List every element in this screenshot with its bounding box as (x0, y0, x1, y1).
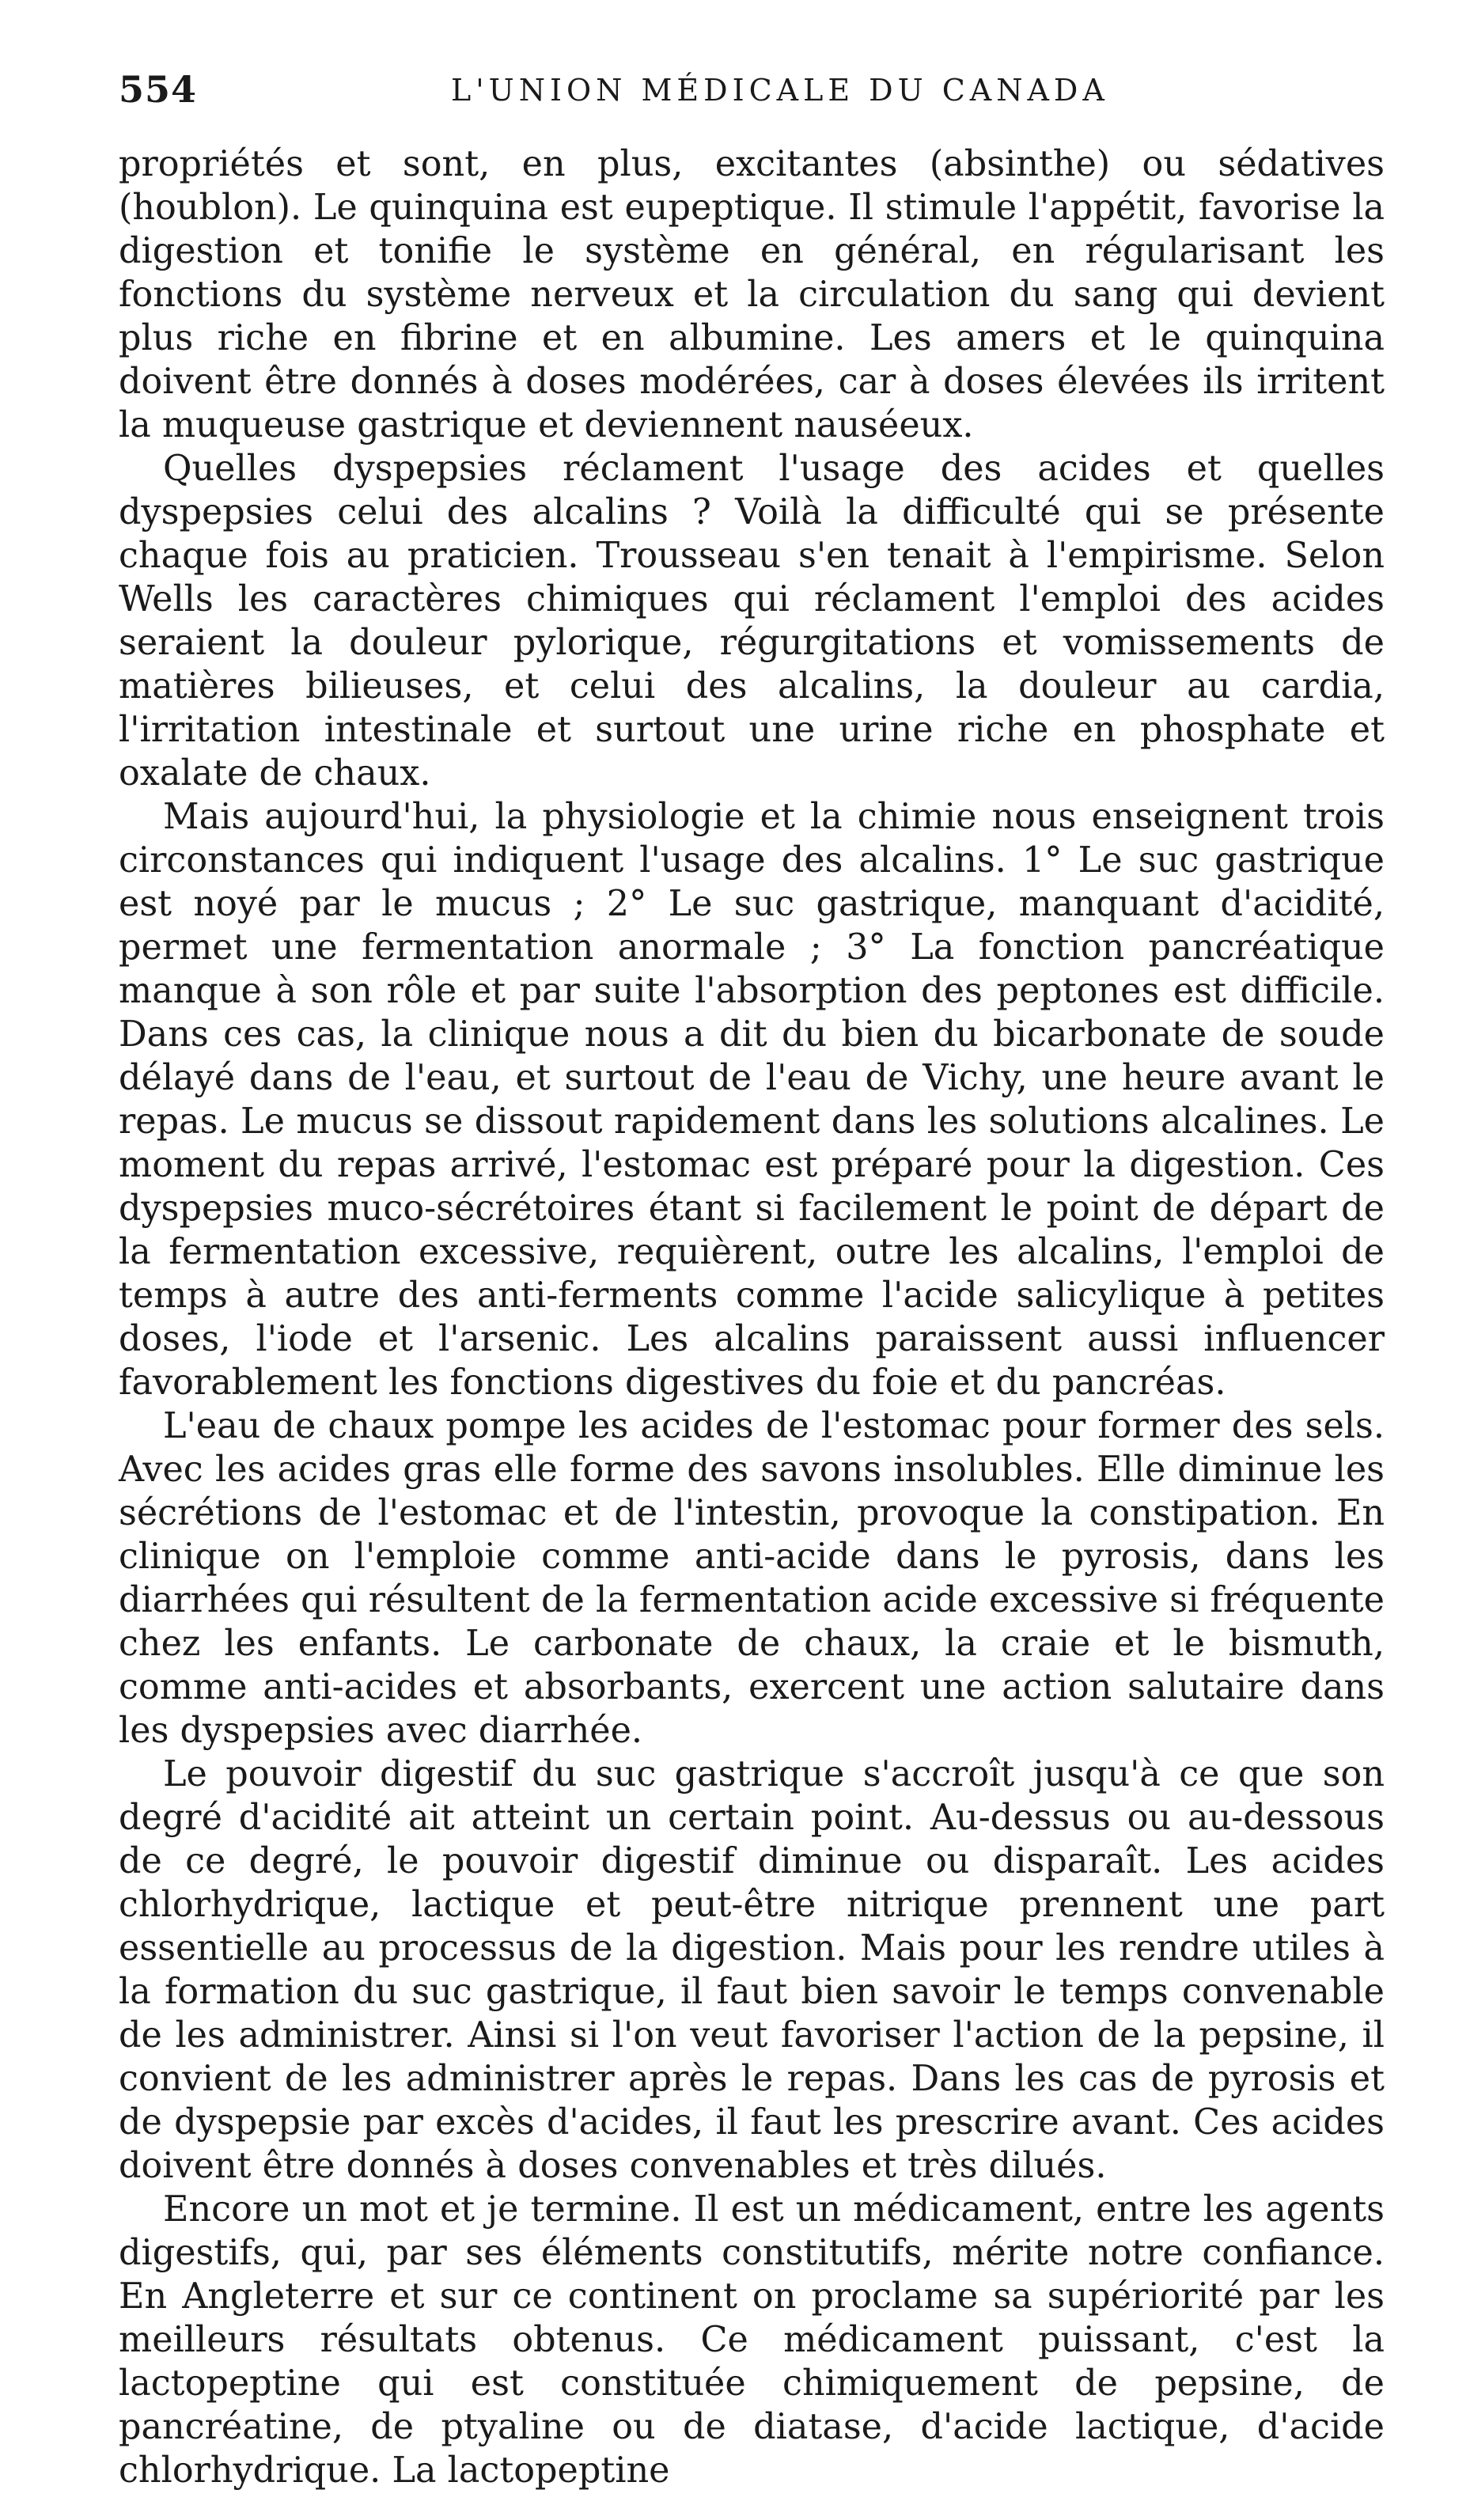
page-number: 554 (119, 68, 198, 111)
paragraph: Encore un mot et je termine. Il est un médicament, entre les agents digestifs, qui, par ses éléments constitutifs, mérite notre confiance. En Angleterre et sur ce continent on proclame sa supériorité par les meilleurs résultats obtenus. Ce médicament puissant, c'est la lactopeptine qui est constituée chimiquement de pepsine, de pancréatine, de ptyaline ou de diatase, d'acide lactique, d'acide chlorhydrique. La lactopeptine (119, 2189, 1385, 2491)
paragraph: Mais aujourd'hui, la physiologie et la chimie nous enseignent trois circonstances qui indiquent l'usage des alcalins. 1° Le suc gastrique est noyé par le mucus ; 2° Le suc gastrique, manquant d'acidité, permet une fermentation anormale ; 3° La fonction pancréatique manque à son rôle et par suite l'absorption des peptones est difficile. Dans ces cas, la clinique nous a dit du bien du bicarbonate de soude délayé dans de l'eau, et surtout de l'eau de Vichy, une heure avant le repas. Le mucus se dissout rapidement dans les solutions alcalines. Le moment du repas arrivé, l'estomac est préparé pour la digestion. Ces dyspepsies muco-sécrétoires étant si facilement le point de départ de la fermentation excessive, requièrent, outre les alcalins, l'emploi de temps à autre des anti-ferments comme l'acide salicylique à petites doses, l'iode et l'arsenic. Les alcalins paraissent aussi influencer favorablement les fonctions digestives du foie et du pancréas. (119, 797, 1385, 1403)
paragraph: Quelles dyspepsies réclament l'usage des acides et quelles dyspepsies celui des alcalins ? Voilà la difficulté qui se présente chaque fois au praticien. Trousseau s'en tenait à l'empirisme. Selon Wells les caractères chimiques qui réclament l'emploi des acides seraient la douleur pylorique, régurgitations et vomissements de matières bilieuses, et celui des alcalins, la douleur au cardia, l'irritation intestinale et surtout une urine riche en phosphate et oxalate de chaux. (119, 449, 1385, 794)
page-header (119, 68, 1385, 116)
body-text (119, 142, 1385, 2492)
running-head: L'UNION MÉDICALE DU CANADA (451, 73, 1109, 108)
paragraph: L'eau de chaux pompe les acides de l'estomac pour former des sels. Avec les acides gras elle forme des savons insolubles. Elle diminue les sécrétions de l'estomac et de l'intestin, provoque la constipation. En clinique on l'emploie comme anti-acide dans le pyrosis, dans les diarrhées qui résultent de la fermentation acide excessive si fréquente chez les enfants. Le carbonate de chaux, la craie et le bismuth, comme anti-acides et absorbants, exercent une action salutaire dans les dyspepsies avec diarrhée. (119, 1406, 1385, 1751)
paragraph: Le pouvoir digestif du suc gastrique s'accroît jusqu'à ce que son degré d'acidité ait atteint un certain point. Au-dessus ou au-dessous de ce degré, le pouvoir digestif diminue ou disparaît. Les acides chlorhydrique, lactique et peut-être nitrique prennent une part essentielle au processus de la digestion. Mais pour les rendre utiles à la formation du suc gastrique, il faut bien savoir le temps convenable de les administrer. Ainsi si l'on veut favoriser l'action de la pepsine, il convient de les administrer après le repas. Dans les cas de pyrosis et de dyspepsie par excès d'acides, il faut les prescrire avant. Ces acides doivent être donnés à doses convenables et très dilués. (119, 1754, 1385, 2186)
paragraph: propriétés et sont, en plus, excitantes (absinthe) ou sédatives (houblon). Le quinquina est eupeptique. Il stimule l'appétit, favorise la digestion et tonifie le système en général, en régularisant les fonctions du système nerveux et la circulation du sang qui devient plus riche en fibrine et en albumine. Les amers et le quinquina doivent être donnés à doses modérées, car à doses élevées ils irritent la muqueuse gastrique et deviennent nauséeux. (119, 144, 1385, 445)
